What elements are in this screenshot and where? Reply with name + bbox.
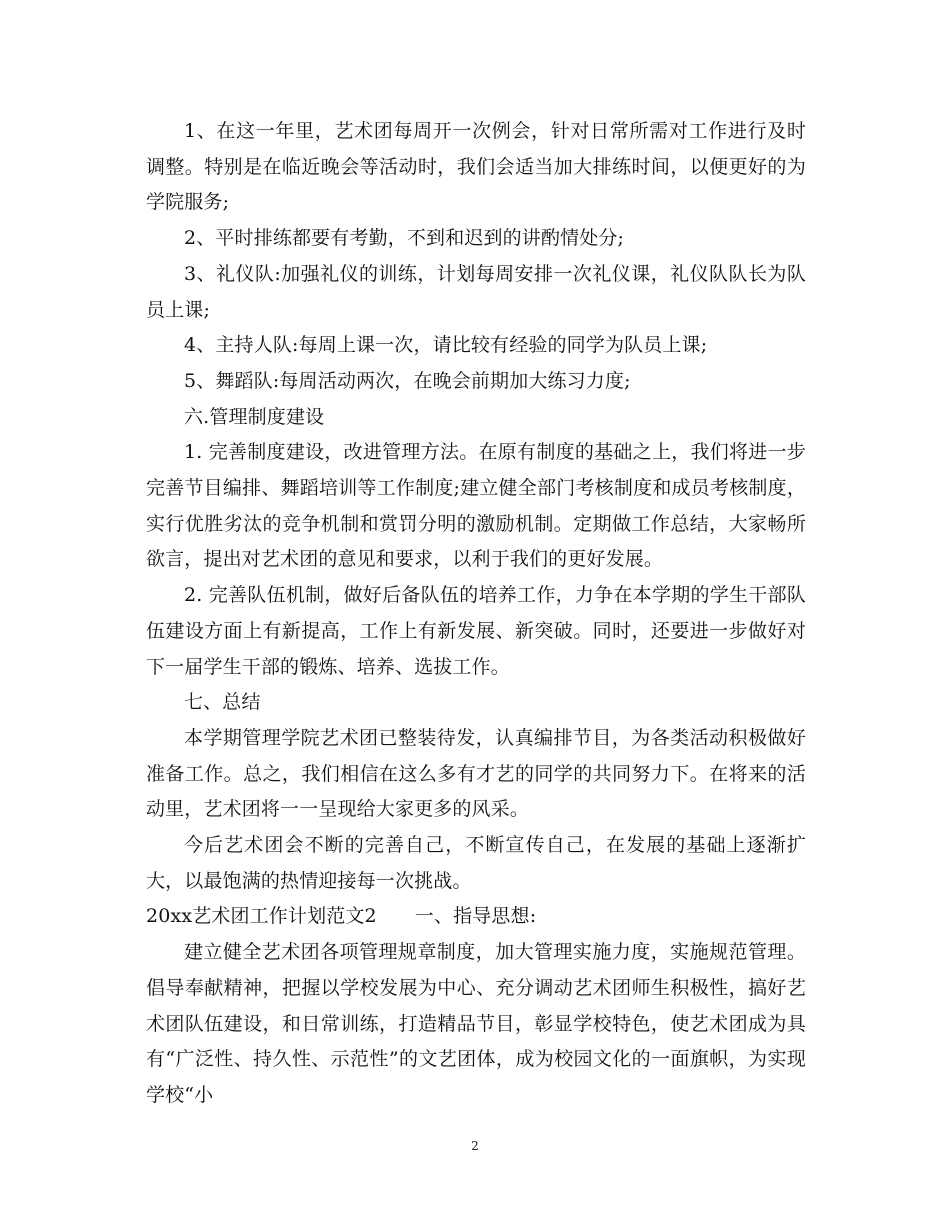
paragraph-etiquette-team: 3、礼仪队:加强礼仪的训练，计划每周安排一次礼仪课，礼仪队队长为队员上课; (146, 262, 806, 321)
section-heading-management-system: 六.管理制度建设 (184, 405, 325, 428)
paragraph-guiding-ideology: 建立健全艺术团各项管理规章制度，加大管理实施力度，实施规范管理。倡导奉献精神，把握以学校发展为中心、充分调动艺术团师生积极性，搞好艺术团队伍建设，和日常训练，打造精品节目，彰显学校特色，使艺术团成为具有“广泛性、持久性、示范性”的文艺团体，成为校园文化的一面旗帜，为实现学校“小 (146, 941, 806, 1106)
document-title: 20xx艺术团工作计划范文2 (146, 905, 377, 928)
section-heading-summary: 七、总结 (184, 691, 261, 714)
paragraph-dance-team: 5、舞蹈队:每周活动两次，在晚会前期加大练习力度; (184, 369, 631, 392)
page-number: 2 (471, 1139, 479, 1153)
paragraph-summary: 本学期管理学院艺术团已整装待发，认真编排节目，为各类活动积极做好准备工作。总之，我们相信在这么多有才艺的同学的共同努力下。在将来的活动里，艺术团将一一呈现给大家更多的风采。 (146, 726, 806, 821)
section-heading-guiding-ideology: 一、指导思想: (414, 905, 537, 928)
paragraph-host-team: 4、主持人队:每周上课一次，请比较有经验的同学为队员上课; (184, 334, 708, 357)
paragraph-weekly-meetings: 1、在这一年里，艺术团每周开一次例会，针对日常所需对工作进行及时调整。特别是在临近晚会等活动时，我们会适当加大排练时间，以便更好的为学院服务; (146, 120, 806, 214)
paragraph-team-mechanism: 2. 完善队伍机制，做好后备队伍的培养工作，力争在本学期的学生干部队伍建设方面上有新提高，工作上有新发展、新突破。同时，还要进一步做好对下一届学生干部的锻炼、培养、选拔工作。 (146, 584, 806, 678)
paragraph-future: 今后艺术团会不断的完善自己，不断宣传自己，在发展的基础上逐渐扩大，以最饱满的热情迎接每一次挑战。 (146, 834, 806, 892)
document-body (146, 114, 806, 1114)
document-title-line (146, 899, 806, 935)
paragraph-system-improvement: 1. 完善制度建设，改进管理方法。在原有制度的基础之上，我们将进一步完善节目编排、舞蹈培训等工作制度;建立健全部门考核制度和成员考核制度，实行优胜劣汰的竞争机制和赏罚分明的激励机制。定期做工作总结，大家畅所欲言，提出对艺术团的意见和要求，以利于我们的更好发展。 (146, 441, 806, 571)
paragraph-attendance: 2、平时排练都要有考勤，不到和迟到的讲酌情处分; (184, 227, 625, 250)
